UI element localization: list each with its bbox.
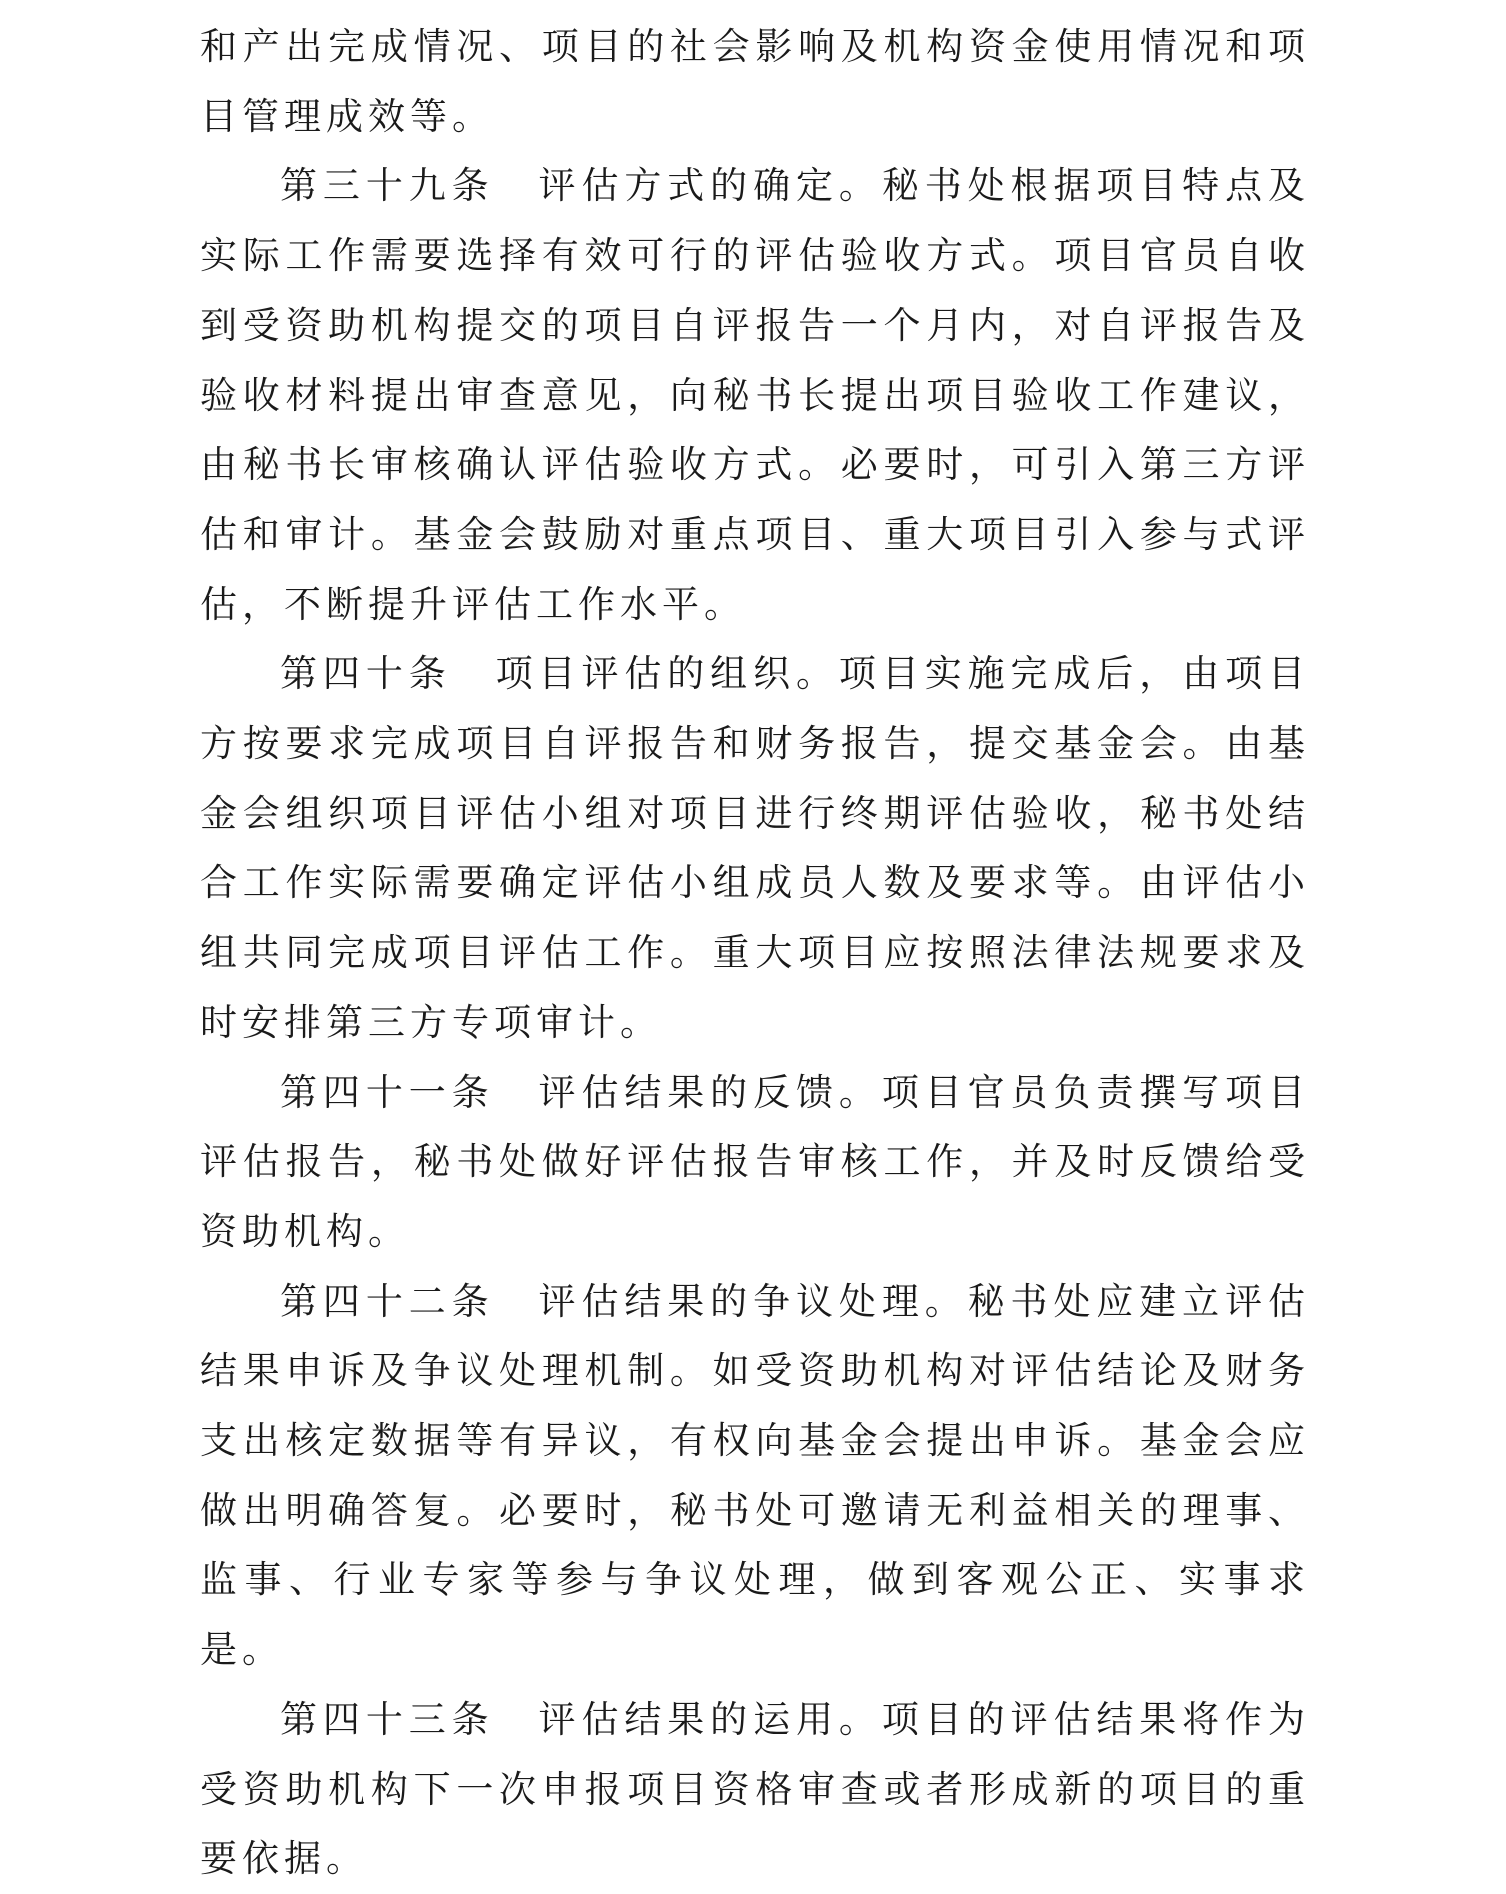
paragraph-continuation <box>200 12 1310 151</box>
article-title: 第四十一条 <box>280 1070 495 1114</box>
paragraph-article-39 <box>200 151 1310 639</box>
article-title: 第四十二条 <box>280 1279 495 1323</box>
article-title: 第四十三条 <box>280 1697 495 1741</box>
paragraph-article-43 <box>200 1685 1310 1894</box>
paragraph-text: 评估结果的争议处理。秘书处应建立评估结果申诉及争议处理机制。如受资助机构对评估结论及财务支出核定数据等有异议，有权向基金会提出申诉。基金会应做出明确答复。必要时，秘书处可邀请无利益相关的理事、监事、行业专家等参与争议处理，做到客观公正、实事求是。 <box>200 1279 1311 1672</box>
paragraph-article-42 <box>200 1267 1310 1685</box>
article-title: 第三十九条 <box>280 164 495 208</box>
paragraph-text: 评估结果的反馈。项目官员负责撰写项目评估报告，秘书处做好评估报告审核工作，并及时反馈给受资助机构。 <box>200 1070 1311 1253</box>
paragraph-text: 项目评估的组织。项目实施完成后，由项目方按要求完成项目自评报告和财务报告，提交基金会。由基金会组织项目评估小组对项目进行终期评估验收，秘书处结合工作实际需要确定评估小组成员人数及要求等。由评估小组共同完成项目评估工作。重大项目应按照法律法规要求及时安排第三方专项审计。 <box>200 652 1311 1044</box>
paragraph-article-40 <box>200 639 1310 1057</box>
paragraph-text: 和产出完成情况、项目的社会影响及机构资金使用情况和项目管理成效等。 <box>200 25 1310 138</box>
paragraph-text: 评估结果的运用。项目的评估结果将作为受资助机构下一次申报项目资格审查或者形成新的项目的重要依据。 <box>200 1697 1311 1881</box>
paragraph-text: 评估方式的确定。秘书处根据项目特点及实际工作需要选择有效可行的评估验收方式。项目官员自收到受资助机构提交的项目自评报告一个月内，对自评报告及验收材料提出审查意见，向秘书长提出项目验收工作建议，由秘书长审核确认评估验收方式。必要时，可引入第三方评估和审计。基金会鼓励对重点项目、重大项目引入参与式评估，不断提升评估工作水平。 <box>200 164 1311 626</box>
paragraph-article-41 <box>200 1058 1310 1267</box>
document-page <box>200 12 1310 1894</box>
article-title: 第四十条 <box>280 652 452 696</box>
